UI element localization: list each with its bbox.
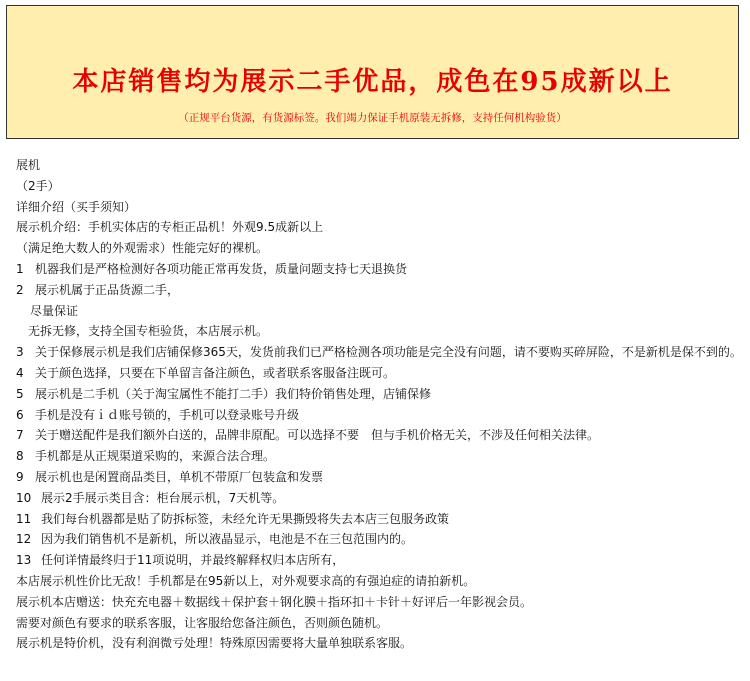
list-text: 手机是没有ｉｄ账号锁的，手机可以登录账号升级 bbox=[35, 407, 300, 422]
list-item bbox=[16, 425, 746, 446]
list-text: 尽量保证 bbox=[30, 303, 79, 318]
list-number: 12 bbox=[16, 532, 32, 547]
list-number: 8 bbox=[16, 449, 24, 464]
list-item bbox=[16, 467, 746, 488]
list-item bbox=[16, 342, 746, 363]
list-number: 7 bbox=[16, 428, 24, 443]
list-number: 4 bbox=[16, 365, 24, 380]
list-number: 6 bbox=[16, 407, 24, 422]
list-number: 2 bbox=[16, 282, 24, 297]
list-item bbox=[16, 384, 746, 405]
heading-text: 展机 bbox=[16, 158, 41, 172]
list-text: 我们每台机器都是贴了防拆标签，未经允许无果撕毁将失去本店三包服务政策 bbox=[41, 511, 450, 526]
intro-text-continued: （满足绝大数人的外观需求）性能完好的裸机。 bbox=[16, 241, 269, 256]
list-text: 展示机是二手机（关于淘宝属性不能打二手）我们特价销售处理，店铺保修 bbox=[35, 386, 432, 401]
list-item bbox=[16, 363, 746, 384]
list-item bbox=[16, 488, 746, 509]
product-description bbox=[16, 155, 746, 654]
list-text: 手机都是从正规渠道采购的，来源合法合理。 bbox=[35, 449, 276, 464]
list-item bbox=[16, 509, 746, 530]
list-text: 因为我们销售机不是新机，所以液晶显示，电池是不在三包范围内的。 bbox=[41, 532, 414, 547]
list-number: 10 bbox=[16, 490, 32, 505]
gift-statement: 展示机本店赠送：快充充电器＋数据线＋保护套＋钢化膜＋指环扣＋卡针＋好评后一年影视会员。 bbox=[16, 594, 533, 609]
list-text: 关于赠送配件是我们额外白送的，品牌非原配。可以选择不要 但与手机价格无关，不涉及任何相关法律。 bbox=[35, 428, 600, 443]
list-item bbox=[16, 550, 746, 571]
list-text: 无拆无修，支持全国专柜验货，本店展示机。 bbox=[28, 324, 269, 339]
list-text: 展示机属于正品货源二手， bbox=[35, 282, 180, 297]
list-number: 5 bbox=[16, 386, 24, 401]
color-statement: 需要对颜色有要求的联系客服，让客服给您备注颜色，否则颜色随机。 bbox=[16, 615, 389, 630]
list-item bbox=[16, 529, 746, 550]
banner-title: 本店销售均为展示二手优品，成色在95成新以上 bbox=[72, 67, 673, 97]
price-statement: 展示机是特价机，没有利润微亏处理！特殊原因需要将大量单独联系客服。 bbox=[16, 636, 413, 651]
list-number: 9 bbox=[16, 469, 24, 484]
list-number: 3 bbox=[16, 345, 24, 360]
list-text: 机器我们是严格检测好各项功能正常再发货，质量问题支持七天退换货 bbox=[35, 261, 408, 276]
list-text: 关于保修展示机是我们店铺保修365天，发货前我们已严格检测各项功能是完全没有问题，请不要购买碎屏险，不是新机是保不到的。 bbox=[35, 345, 742, 360]
value-statement: 本店展示机性价比无敌！手机都是在95新以上，对外观要求高的有强迫症的请拍新机。 bbox=[16, 573, 476, 588]
list-number: 11 bbox=[16, 511, 32, 526]
list-text: 任何详情最终归于11项说明，并最终解释权归本店所有， bbox=[41, 553, 345, 568]
list-text: 展示2手展示类目含：柜台展示机，7天机等。 bbox=[41, 490, 285, 505]
intro-text: 展示机介绍：手机实体店的专柜正品机！外观9.5成新以上 bbox=[16, 220, 324, 235]
condition-text: （2手） bbox=[16, 178, 60, 193]
list-text: 展示机也是闲置商品类目，单机不带原厂包装盒和发票 bbox=[35, 469, 324, 484]
banner-subtitle: （正规平台货源，有货源标签。我们竭力保证手机原装无拆修，支持任何机构验货） bbox=[178, 112, 567, 124]
list-text: 关于颜色选择，只要在下单留言备注颜色，或者联系客服备注既可。 bbox=[35, 365, 396, 380]
notice-banner bbox=[6, 5, 739, 139]
list-item bbox=[16, 405, 746, 426]
list-number: 1 bbox=[16, 261, 24, 276]
list-number: 13 bbox=[16, 553, 32, 568]
list-item bbox=[16, 259, 746, 280]
list-item bbox=[16, 280, 746, 301]
list-item bbox=[16, 446, 746, 467]
details-heading: 详细介绍（买手须知） bbox=[16, 199, 137, 214]
